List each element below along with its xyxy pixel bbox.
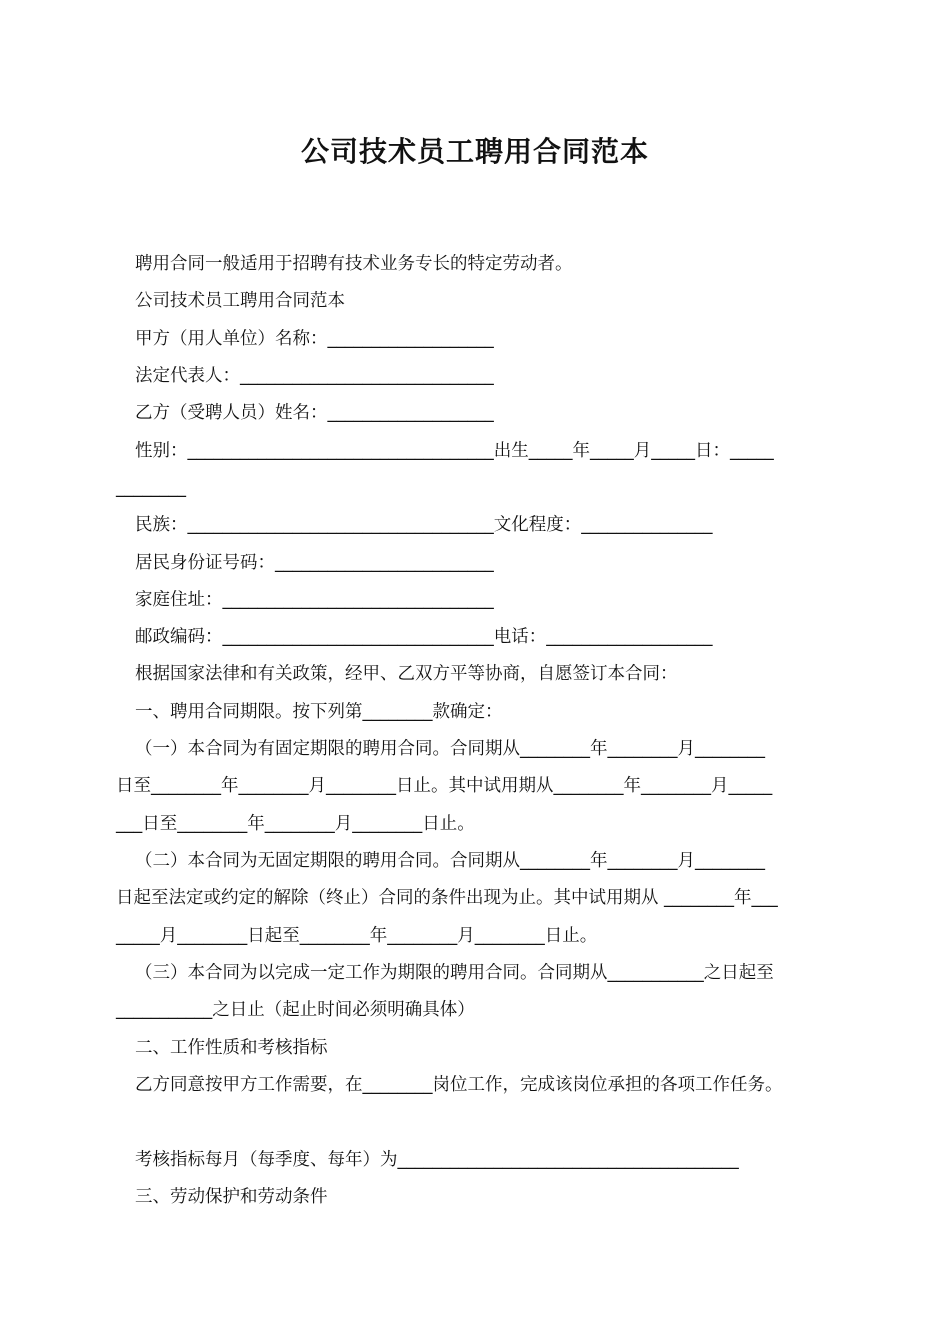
assessment-line: 考核指标每月（每季度、每年）为_______________________________________ bbox=[135, 1150, 739, 1170]
clause-1-1-line-3: ___日至________年________月________日止。 bbox=[116, 814, 475, 834]
postcode-phone-line: 邮政编码：_______________________________电话：___________________ bbox=[135, 627, 713, 647]
party-a-name-line: 甲方（用人单位）名称：___________________ bbox=[135, 329, 494, 349]
subtitle-line: 公司技术员工聘用合同范本 bbox=[135, 291, 345, 311]
clause-1-1-line-2: 日至________年________月________日止。其中试用期从________年________月_____ bbox=[116, 776, 773, 796]
section-1-heading: 一、聘用合同期限。按下列第________款确定： bbox=[135, 702, 503, 722]
gender-birth-line: 性别：___________________________________出生_____年_____月_____日：_____ bbox=[135, 441, 774, 461]
ethnicity-education-line: 民族：___________________________________文化程度：_______________ bbox=[135, 515, 713, 535]
home-address-line: 家庭住址：_______________________________ bbox=[135, 590, 494, 610]
section-2-heading: 二、工作性质和考核指标 bbox=[135, 1038, 328, 1058]
clause-1-2-line-3: _____月________日起至________年________月________日止。 bbox=[116, 926, 598, 946]
clause-1-2-line-1: （二）本合同为无固定期限的聘用合同。合同期从________年________月________ bbox=[135, 851, 765, 871]
clause-1-1-line-1: （一）本合同为有固定期限的聘用合同。合同期从________年________月________ bbox=[135, 739, 765, 759]
section-2-text: 乙方同意按甲方工作需要，在________岗位工作，完成该岗位承担的各项工作任务。 bbox=[135, 1075, 783, 1095]
id-number-line: 居民身份证号码：_________________________ bbox=[135, 553, 494, 573]
document-title: 公司技术员工聘用合同范本 bbox=[300, 135, 649, 168]
preamble-line: 根据国家法律和有关政策，经甲、乙双方平等协商，自愿签订本合同： bbox=[135, 664, 678, 684]
section-3-heading: 三、劳动保护和劳动条件 bbox=[135, 1187, 328, 1207]
clause-1-3-line-2: ___________之日止（起止时间必须明确具体） bbox=[116, 1000, 475, 1020]
intro-line: 聘用合同一般适用于招聘有技术业务专长的特定劳动者。 bbox=[135, 254, 573, 274]
party-b-name-line: 乙方（受聘人员）姓名：___________________ bbox=[135, 403, 494, 423]
legal-representative-line: 法定代表人：_____________________________ bbox=[135, 366, 494, 386]
clause-1-2-line-2: 日起至法定或约定的解除（终止）合同的条件出现为止。其中试用期从 ________年___ bbox=[116, 888, 778, 908]
clause-1-3-line-1: （三）本合同为以完成一定工作为期限的聘用合同。合同期从___________之日起至 bbox=[135, 963, 774, 983]
gender-birth-line-cont: ________ bbox=[116, 478, 186, 498]
